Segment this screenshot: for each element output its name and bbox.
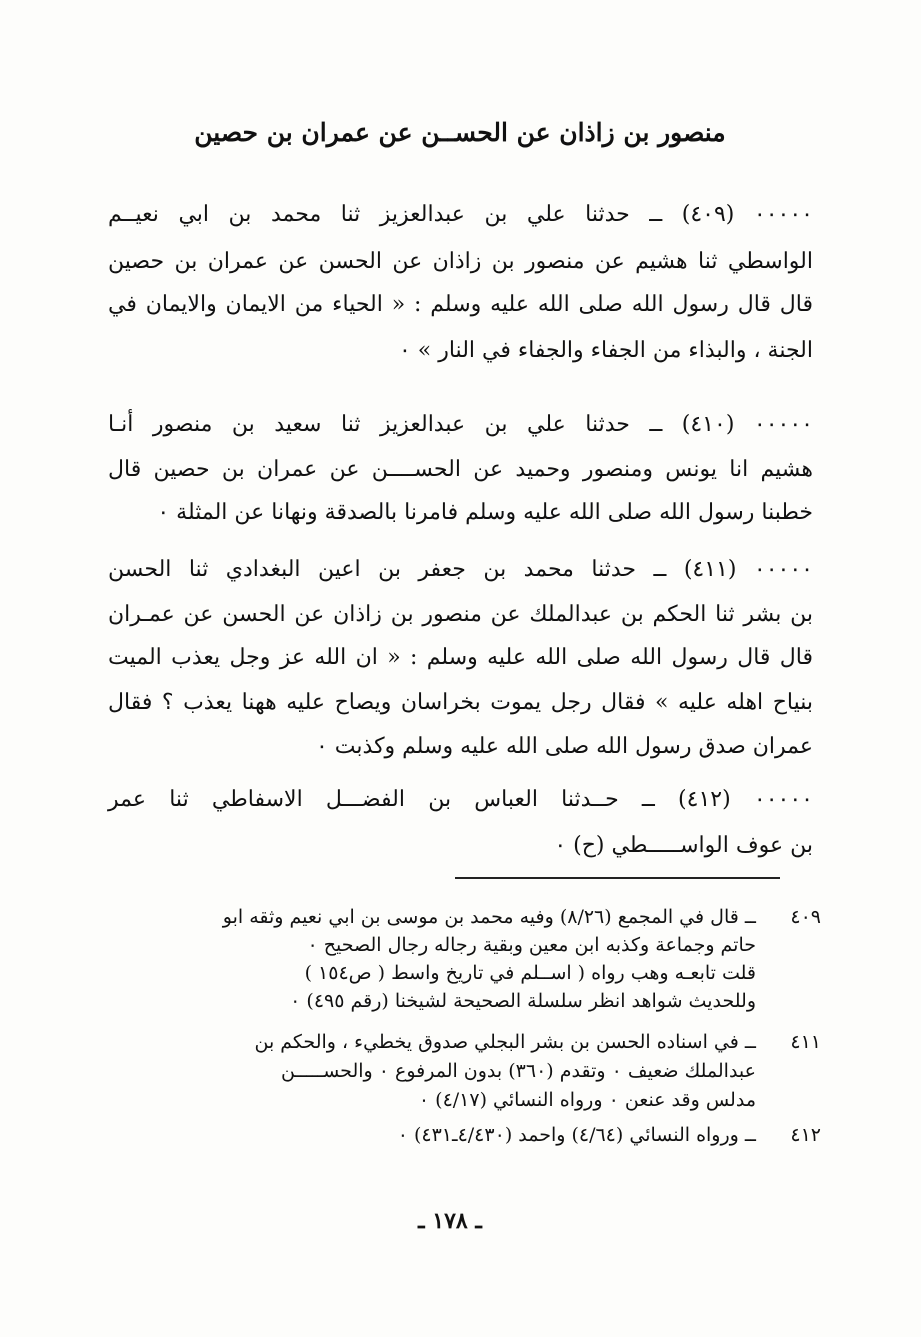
hadith-411-line-4: بنياح اهله عليه » فقال رجل يموت بخراسان ويصاح عليه ههنا يعذب ؟ فقال <box>108 690 813 715</box>
footnote-411-number: ٤١١ <box>790 1031 821 1053</box>
footnote-409-number: ٤٠٩ <box>790 906 821 928</box>
hadith-409-line-1: ٠٠٠٠٠ (٤٠٩) ــ حدثنا علي بن عبدالعزيز ثنا محمد بن ابي نعيــم <box>108 202 813 227</box>
hadith-412-line-2: بن عوف الواســـــطي (ح) ٠ <box>554 833 813 858</box>
footnote-409-line-3: قلت تابعـه وهب رواه ( اســلم في تاريخ واسط ( ص١٥٤ ) <box>304 962 756 984</box>
footnote-412-line-1: ــ ورواه النسائي (٤/٦٤) واحمد (٤/٤٣٠ـ٤٣١) ٠ <box>397 1124 756 1146</box>
footnote-409-line-4: وللحديث شواهد انظر سلسلة الصحيحة لشيخنا (رقم ٤٩٥) ٠ <box>290 990 756 1012</box>
hadith-409-line-2: الواسطي ثنا هشيم عن منصور بن زاذان عن الحسن عن عمران بن حصين <box>108 249 813 274</box>
hadith-409-line-3: قال قال رسول الله صلى الله عليه وسلم : « الحياء من الايمان والايمان في <box>108 292 813 317</box>
hadith-411-line-3: قال قال رسول الله صلى الله عليه وسلم : « ان الله عز وجل يعذب الميت <box>108 645 813 670</box>
hadith-411-line-2: بن بشر ثنا الحكم بن عبدالملك عن منصور بن زاذان عن الحسن عن عمـران <box>108 602 813 627</box>
footnote-412-number: ٤١٢ <box>790 1124 821 1146</box>
hadith-412-line-1: ٠٠٠٠٠ (٤١٢) ــ حــدثنا العباس بن الفضـــل الاسفاطي ثنا عمر <box>108 787 813 812</box>
hadith-410-line-2: هشيم انا يونس ومنصور وحميد عن الحســــن عن عمران بن حصين قال <box>108 457 813 482</box>
footnote-411-line-2: عبدالملك ضعيف ٠ وتقدم (٣٦٠) بدون المرفوع ٠ والحســـــن <box>280 1060 756 1082</box>
footnote-409-line-1: ــ قال في المجمع (٨/٢٦) وفيه محمد بن موسى بن ابي نعيم وثقه ابو <box>222 906 756 928</box>
hadith-411-line-1: ٠٠٠٠٠ (٤١١) ــ حدثنا محمد بن جعفر بن اعين البغدادي ثنا الحسن <box>108 557 813 582</box>
hadith-409-line-4: الجنة ، والبذاء من الجفاء والجفاء في النار » ٠ <box>398 338 813 363</box>
hadith-410-line-1: ٠٠٠٠٠ (٤١٠) ــ حدثنا علي بن عبدالعزيز ثنا سعيد بن منصور أنـا <box>108 412 813 437</box>
footnote-411-line-1: ــ في اسناده الحسن بن بشر البجلي صدوق يخطيء ، والحكم بن <box>254 1031 756 1053</box>
hadith-411-line-5: عمران صدق رسول الله صلى الله عليه وسلم وكذبت ٠ <box>315 734 813 759</box>
page-title: منصور بن زاذان عن الحســن عن عمران بن حصين <box>194 118 726 147</box>
footnote-411-line-3: مدلس وقد عنعن ٠ ورواه النسائي (٤/١٧) ٠ <box>418 1089 756 1111</box>
page-number: ـ ١٧٨ ـ <box>418 1208 482 1234</box>
footnote-409-line-2: حاتم وجماعة وكذبه ابن معين وبقية رجاله رجال الصحيح ٠ <box>307 934 756 956</box>
footnote-separator <box>455 877 780 879</box>
hadith-410-line-3: خطبنا رسول الله صلى الله عليه وسلم فامرنا بالصدقة ونهانا عن المثلة ٠ <box>157 500 813 525</box>
